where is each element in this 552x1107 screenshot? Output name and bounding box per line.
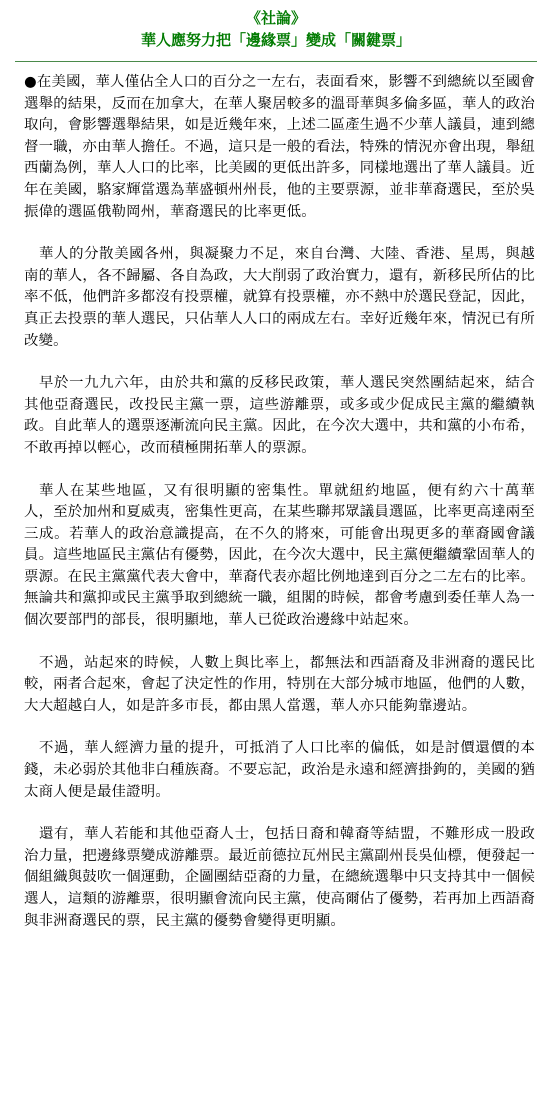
section-category: 《社論》 xyxy=(245,9,306,27)
paragraph-3: 早於一九九六年，由於共和黨的反移民政策，華人選民突然團結起來，結合其他亞裔選民，改投民主黨一票，這些游離票，或多或少促成民主黨的繼續執政。自此華人的選票逐漸流向民主黨。因此，在今次大選中，共和黨的小布希，不敢再掉以輕心，改而積極開拓華人的票源。 xyxy=(24,375,535,456)
article-headline: 華人應努力把「邊緣票」變成「關鍵票」 xyxy=(140,31,411,49)
paragraph-1 xyxy=(24,72,535,223)
paragraph-6: 不過，華人經濟力量的提升，可抵消了人口比率的偏低，如是討價還價的本錢，未必弱於其他非白種族裔。不要忘記，政治是永遠和經濟掛鉤的，美國的猶太商人便是最佳證明。 xyxy=(24,740,535,800)
paragraph-4: 華人在某些地區，又有很明顯的密集性。單就紐約地區，便有約六十萬華人，至於加州和夏威夷，密集性更高，在某些聯邦眾議員選區，比率更高達兩至三成。若華人的政治意識提高，在不久的將來，可能會出現更多的華裔國會議員。這些地區民主黨佔有優勢，因此，在今次大選中，民主黨便繼續鞏固華人的票源。在民主黨黨代表大會中，華裔代表亦超比例地達到百分之二左右的比率。無論共和黨抑或民主黨爭取到總統一職，組閣的時候，都會考慮到委任華人為一個次要部門的部長，很明顯地，華人已從政治邊緣中站起來。 xyxy=(24,482,535,629)
paragraph-7: 還有，華人若能和其他亞裔人士，包括日裔和韓裔等結盟，不難形成一股政治力量，把邊緣票變成游離票。最近前德拉瓦州民主黨副州長吳仙標，便發起一個組織與鼓吹一個運動，企圖團結亞裔的力量，在總統選舉中只支持其中一個候選人，這類的游離票，很明顯會流向民主黨，使高爾佔了優勢，若再加上西語裔與非洲裔選民的票，民主黨的優勢會變得更明顯。 xyxy=(24,826,535,929)
bullet-icon: ● xyxy=(24,74,37,90)
paragraph-5: 不過，站起來的時候，人數上與比率上，都無法和西語裔及非洲裔的選民比較，兩者合起來，會起了決定性的作用，特別在大部分城市地區，他們的人數，大大超越白人，如是許多市長，都由黑人當選，華人亦只能夠靠邊站。 xyxy=(24,654,535,714)
paragraph-2: 華人的分散美國各州，與凝聚力不足，來自台灣、大陸、香港、星馬，與越南的華人，各不歸屬、各自為政，大大削弱了政治實力，還有，新移民所佔的比率不低，他們許多都沒有投票權，就算有投票權，亦不熱中於選民登記，因此，真正去投票的華人選民，只佔華人人口的兩成左右。幸好近幾年來，情況已有所改變。 xyxy=(24,246,535,349)
article-header xyxy=(0,0,552,51)
paragraph-1-text: 在美國，華人僅佔全人口的百分之一左右，表面看來，影響不到總統以至國會選舉的結果，反而在加拿大，在華人聚居較多的溫哥華與多倫多區，華人的政治取向，會影響選舉結果，如是近幾年來，上述二區產生過不少華人議員，連到總督一職，亦由華人擔任。不過，這只是一般的看法，特殊的情況亦會出現，舉紐西蘭為例，華人人口的比率，比美國的更低出許多，同樣地選出了華人議員。近年在美國，駱家輝當選為華盛頓州州長，他的主要票源，並非華裔選民，至於吳振偉的選區俄勒岡州，華裔選民的比率更低。 xyxy=(24,74,535,220)
article-body xyxy=(0,62,552,932)
